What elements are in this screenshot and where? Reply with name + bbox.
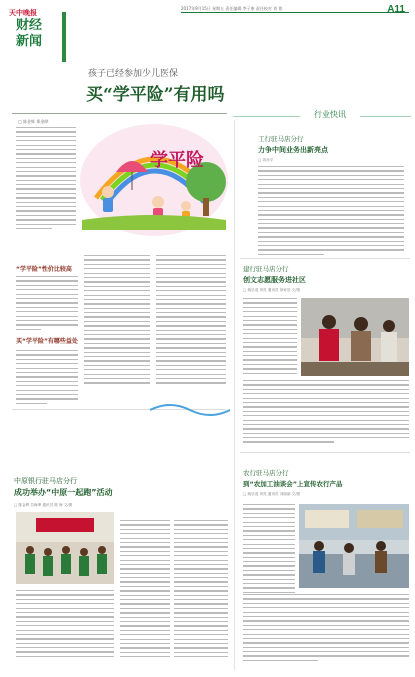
story2-byline: □ 刘彦平 bbox=[258, 158, 274, 162]
story3-byline: □ 姚乐迎 刘亮 通讯员 徐家辰 文/图 bbox=[243, 288, 301, 292]
sidebar-label-text: 行业快讯 bbox=[314, 110, 346, 119]
story2-title: 工行驻马店分行 bbox=[258, 135, 304, 143]
dateline: 2017年9月15日 星期五 责任编辑 李子康 责任校对 刘 铭 bbox=[181, 6, 283, 11]
story4-headline: 成功举办“中原一起跑”活动 bbox=[14, 488, 113, 497]
story3-title: 建行驻马店分行 bbox=[243, 265, 289, 273]
story3-photo bbox=[301, 298, 409, 376]
lead-intro-text bbox=[16, 127, 76, 245]
story2-text bbox=[258, 166, 404, 256]
story5-byline: □ 姚乐迎 刘亮 通讯员 刘丽丽 文/图 bbox=[243, 492, 301, 496]
sidebar-divider-1 bbox=[240, 258, 410, 259]
page-number: A11 bbox=[387, 4, 405, 15]
story5-headline: 到“农加工油谈会”上宣传农行产品 bbox=[243, 480, 343, 488]
lead-section-1-title: “学平险”性价比较高 bbox=[16, 266, 72, 273]
illustration-label: 学平险 bbox=[150, 150, 204, 171]
story4-byline: □ 陈金辉 苏海坤 通讯员 陈 海 文/图 bbox=[14, 503, 73, 507]
runners-photo-icon bbox=[16, 512, 114, 584]
story4-text-col-3 bbox=[174, 520, 228, 662]
story3-text-col-2 bbox=[243, 380, 409, 444]
story5-text-col-2 bbox=[243, 594, 409, 664]
story2-headline: 力争中间业务出新亮点 bbox=[258, 146, 328, 154]
masthead bbox=[6, 4, 409, 64]
lead-illustration bbox=[76, 120, 231, 240]
story4-title: 中原银行驻马店分行 bbox=[14, 477, 77, 485]
story4-photo bbox=[16, 512, 114, 584]
exhibition-photo-icon bbox=[299, 504, 409, 588]
decorative-wave bbox=[150, 398, 230, 418]
lead-section-2-title: 买“学平险”有哪些益处 bbox=[16, 338, 78, 345]
lead-section-1-col-1 bbox=[16, 276, 78, 334]
masthead-rule bbox=[181, 12, 409, 13]
story3-headline: 创文志愿服务进社区 bbox=[243, 276, 306, 284]
lead-section-1-col-3 bbox=[156, 255, 226, 385]
column-divider bbox=[234, 120, 235, 670]
paper-logo-text: 天中晚报 bbox=[9, 8, 37, 17]
sidebar-label bbox=[300, 109, 360, 123]
story5-text-col-1 bbox=[243, 504, 295, 596]
story5-photo bbox=[299, 504, 409, 588]
story4-text-col-1 bbox=[16, 590, 114, 662]
lead-headline: 买“学平险”有用吗 bbox=[86, 85, 225, 105]
story5-title: 农行驻马店分行 bbox=[243, 469, 289, 477]
volunteers-photo-icon bbox=[301, 298, 409, 376]
section-name: 财经 新闻 bbox=[16, 18, 43, 49]
lead-section-1-col-2 bbox=[84, 255, 150, 385]
paper-logo bbox=[9, 8, 79, 18]
story4-text-col-2 bbox=[120, 520, 170, 662]
lead-section-2-col-1 bbox=[16, 350, 78, 406]
lead-byline: □ 陈金辉 郑金晔 bbox=[18, 119, 49, 124]
sidebar-divider-2 bbox=[240, 452, 410, 453]
story3-text-col-1 bbox=[243, 298, 297, 376]
child-icon bbox=[102, 186, 114, 198]
headline-rule bbox=[12, 113, 227, 114]
lead-subhead: 孩子已经参加少儿医保 bbox=[88, 69, 179, 79]
